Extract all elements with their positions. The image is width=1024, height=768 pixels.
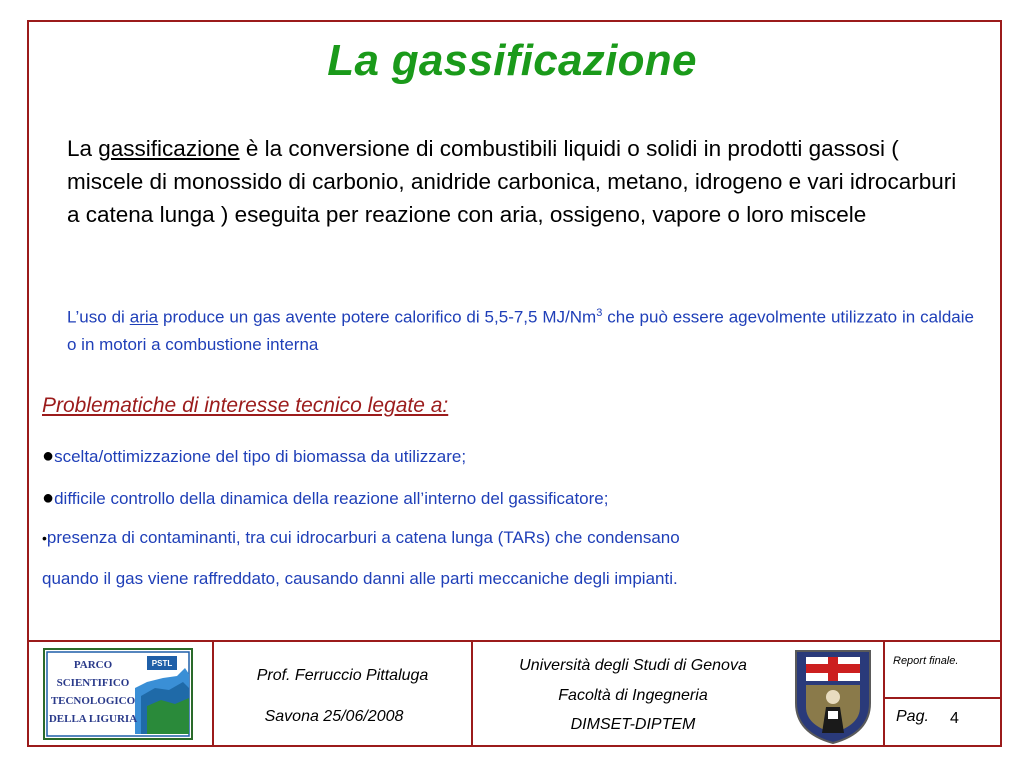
bullet-item [42, 528, 680, 548]
intro-prefix: La [67, 136, 99, 161]
bullet-dot-icon: ● [42, 445, 55, 467]
bullet-text: difficile controllo della dinamica della reazione all’interno del gassificatore; [54, 489, 609, 508]
slide-frame [27, 20, 1002, 747]
logo-line-4: DELLA LIGURIA [48, 713, 138, 725]
footer-university: Università degli Studi di Genova [519, 657, 747, 674]
aria-term: aria [129, 307, 159, 327]
pstl-logo [43, 648, 193, 740]
university-crest-icon [792, 645, 874, 745]
problems-heading: Problematiche di interesse tecnico legate a: [42, 394, 449, 417]
aria-sup: 3 [596, 307, 603, 319]
footer-place-date: Savona 25/06/2008 [264, 708, 404, 725]
bullet-text: scelta/ottimizzazione del tipo di biomassa da utilizzare; [54, 447, 467, 466]
slide-title: La gassificazione [327, 36, 697, 85]
bullet-text: presenza di contaminanti, tra cui idrocarburi a catena lunga (TARs) che condensano [46, 528, 680, 547]
bullet-dot-icon: • [42, 530, 47, 546]
intro-rest: è la conversione di combustibili liquidi o solidi in prodotti gassosi ( miscele di monossido di carbonio, anidride carbonica, metano, idrogeno e vari idrocarburi a catena lunga ) eseguita per reazione con aria, ossigeno, vapore o loro miscele [67, 136, 957, 227]
bullet-continuation: quando il gas viene raffreddato, causando danni alle parti meccaniche degli impianti. [42, 569, 678, 588]
aria-middle: produce un gas avente potere calorifico di 5,5-7,5 MJ/Nm [158, 307, 597, 327]
footer-divider [27, 640, 1002, 642]
footer-department: DIMSET-DIPTEM [570, 716, 696, 733]
intro-paragraph [67, 132, 967, 231]
aria-paragraph [67, 300, 974, 358]
bullet-dot-icon: ● [42, 487, 55, 509]
footer-report: Report finale. [893, 655, 959, 667]
logo-line-3: TECNOLOGICO [50, 695, 136, 707]
aria-prefix: L’uso di [67, 307, 130, 327]
intro-term: gassificazione [98, 136, 240, 161]
logo-line-1: PARCO [73, 659, 113, 671]
footer-faculty: Facoltà di Ingegneria [558, 687, 708, 704]
footer-page-number: 4 [950, 710, 959, 727]
bullet-item [42, 445, 466, 468]
footer-separator [212, 640, 214, 747]
footer-separator [883, 640, 885, 747]
footer-page-label: Pag. [896, 708, 929, 725]
footer-divider-small [883, 697, 1002, 699]
aria-rest: che può essere agevolmente utilizzato in caldaie o in motori a combustione interna [67, 307, 974, 354]
footer-author: Prof. Ferruccio Pittaluga [256, 667, 429, 684]
logo-badge: PSTL [151, 659, 173, 668]
logo-line-2: SCIENTIFICO [56, 677, 130, 689]
bullet-item [42, 487, 608, 510]
